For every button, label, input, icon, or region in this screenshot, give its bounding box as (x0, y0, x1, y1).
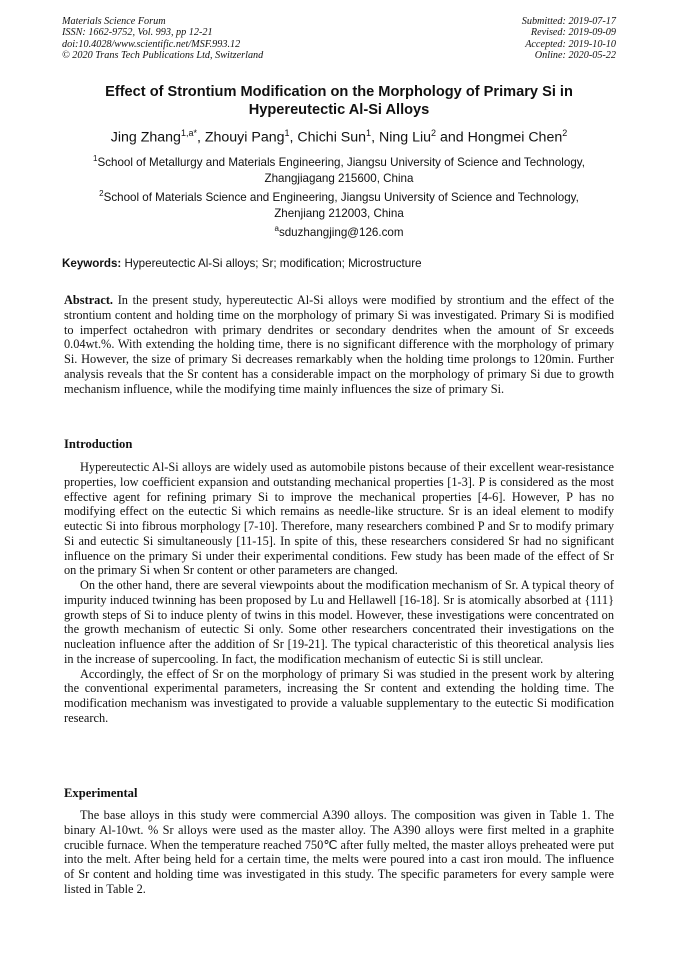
introduction-heading: Introduction (64, 437, 133, 451)
author-separator: , (289, 129, 298, 146)
paragraph: On the other hand, there are several viewpoints about the modification mechanism of Sr. A typical theory of impurity induced twinning has been proposed by Lu and Hellawell [16-18]. Sr is atomically absorbed at {111} growth steps of Si to induce plenty of twins in this model. However, these investigations were concentrated on the growth mechanism of eutectic Si only. Some other researchers concentrated their investigations on the nucleation influence after the addition of Sr [19-21]. The typical characteristic of this theoretical analysis lies in the increase of supercooling. In fact, the modification mechanism of eutectic Si is still unclear. (64, 578, 614, 666)
copyright-line: © 2020 Trans Tech Publications Ltd, Switzerland (62, 50, 264, 62)
affil-city: Zhenjiang 212003, China (274, 206, 404, 220)
title-line-2: Hypereutectic Al-Si Alloys (248, 102, 430, 118)
affiliation-1 (62, 151, 616, 187)
abstract (64, 293, 614, 396)
keywords-label: Keywords: (62, 257, 122, 270)
revised-date: Revised: 2019-09-09 (530, 27, 616, 39)
author-list (62, 124, 616, 147)
author-separator: , (371, 129, 379, 146)
paragraph: Hypereutectic Al-Si alloys are widely used as automobile pistons because of their excellent wear-resistance properties, low coefficient expansion and outstanding mechanical properties [1-3]. P is considered as the most effective agent for refining primary Si to improve the mechanical properties [4-6]. However, P has no modifying effect on the eutectic Si which remains as needle-like structure. Sr is an ideal element to modify eutectic Si into fibrous morphology [7-10]. Therefore, many researchers combined P and Sr to modify primary Si and eutectic Si simultaneously [11-15]. In spite of this, these researchers considered Sr had no significant influence on the primary Si under their experimental conditions. Few study has been made of the effect of Sr on the primary Si when Sr content or other parameters are changed. (64, 460, 614, 578)
submitted-date: Submitted: 2019-07-17 (521, 16, 616, 27)
author-affil-mark: 2 (562, 128, 568, 138)
author-affil-mark: 1 (366, 128, 372, 138)
affil-mark: 1 (93, 154, 98, 163)
doi-line: doi:10.4028/www.scientific.net/MSF.993.12 (62, 38, 241, 50)
affil-text: School of Metallurgy and Materials Engineering, Jiangsu University of Science and Technology, (97, 155, 585, 169)
abstract-text: In the present study, hypereutectic Al-Si alloys were modified by strontium and the effect of the strontium content and holding time on the morphology of primary Si was investigated. Primary Si is modified to imperfect octahedron with primary dendrites or secondary dendrites when the amount of Sr exceeds 0.04wt.%. With extending the holding time, there is no significant difference with the morphology of primary Si. However, the size of primary Si decreases remarkably when the holding time prolongs to 120min. Further analysis reveals that the Sr content has a considerable impact on the morphology of primary Si due to growth mechanism influence, while the modifying time mainly influences the size of primary Si. (64, 293, 614, 396)
dates-info (522, 16, 616, 62)
title-line-1: Effect of Strontium Modification on the Morphology of Primary Si in (105, 84, 573, 100)
author-separator: and (436, 129, 468, 146)
affil-text: School of Materials Science and Engineering, Jiangsu University of Science and Technology, (103, 190, 579, 204)
paragraph: The base alloys in this study were commercial A390 alloys. The composition was given in Table 1. The binary Al-10wt. % Sr alloys were used as the master alloy. The A390 alloys were first melted in a graphite crucible furnace. When the temperature reached 750℃ after fully melted, the master alloys preheated were put into the melt. After being held for a certain time, the melts were poured into a cast iron mould. The influence of Sr content and holding time was investigated in this study. The specific parameters for every sample were listed in Table 2. (64, 808, 614, 896)
author-separator: , (196, 129, 205, 146)
journal-name: Materials Science Forum (62, 16, 166, 27)
keywords-text: Hypereutectic Al-Si alloys; Sr; modification; Microstructure (121, 257, 422, 270)
author-affil-mark: 2 (431, 128, 437, 138)
experimental-heading: Experimental (64, 786, 138, 800)
author-name: Hongmei Chen (467, 129, 563, 146)
paragraph: Accordingly, the effect of Sr on the morphology of primary Si was studied in the present work by altering the conventional experimental parameters, increasing the Sr content and extending the holding time. The modification mechanism was investigated to provide a valuable supplementary to the eutectic Si modification research. (64, 666, 614, 725)
author-name: Zhouyi Pang (204, 129, 285, 146)
affil-city: Zhangjiagang 215600, China (264, 171, 414, 185)
abstract-label: Abstract. (64, 293, 114, 307)
introduction-body (64, 460, 614, 726)
author-affil-mark: 1,a* (180, 128, 197, 138)
email-mark: a (274, 224, 279, 233)
accepted-date: Accepted: 2019-10-10 (525, 38, 616, 50)
journal-info (62, 16, 263, 62)
affil-mark: 2 (99, 189, 104, 198)
author-name: Jing Zhang (110, 129, 181, 146)
author-name: Ning Liu (378, 129, 432, 146)
keywords (62, 256, 616, 271)
author-affil-mark: 1 (284, 128, 290, 138)
online-date: Online: 2020-05-22 (534, 50, 616, 62)
paper-title (62, 83, 616, 119)
corresponding-email (62, 221, 616, 241)
experimental-body (64, 808, 614, 897)
affiliation-2 (62, 186, 616, 222)
email-address: sduzhangjing@126.com (278, 225, 404, 239)
author-name: Chichi Sun (297, 129, 367, 146)
issn-line: ISSN: 1662-9752, Vol. 993, pp 12-21 (62, 27, 213, 39)
